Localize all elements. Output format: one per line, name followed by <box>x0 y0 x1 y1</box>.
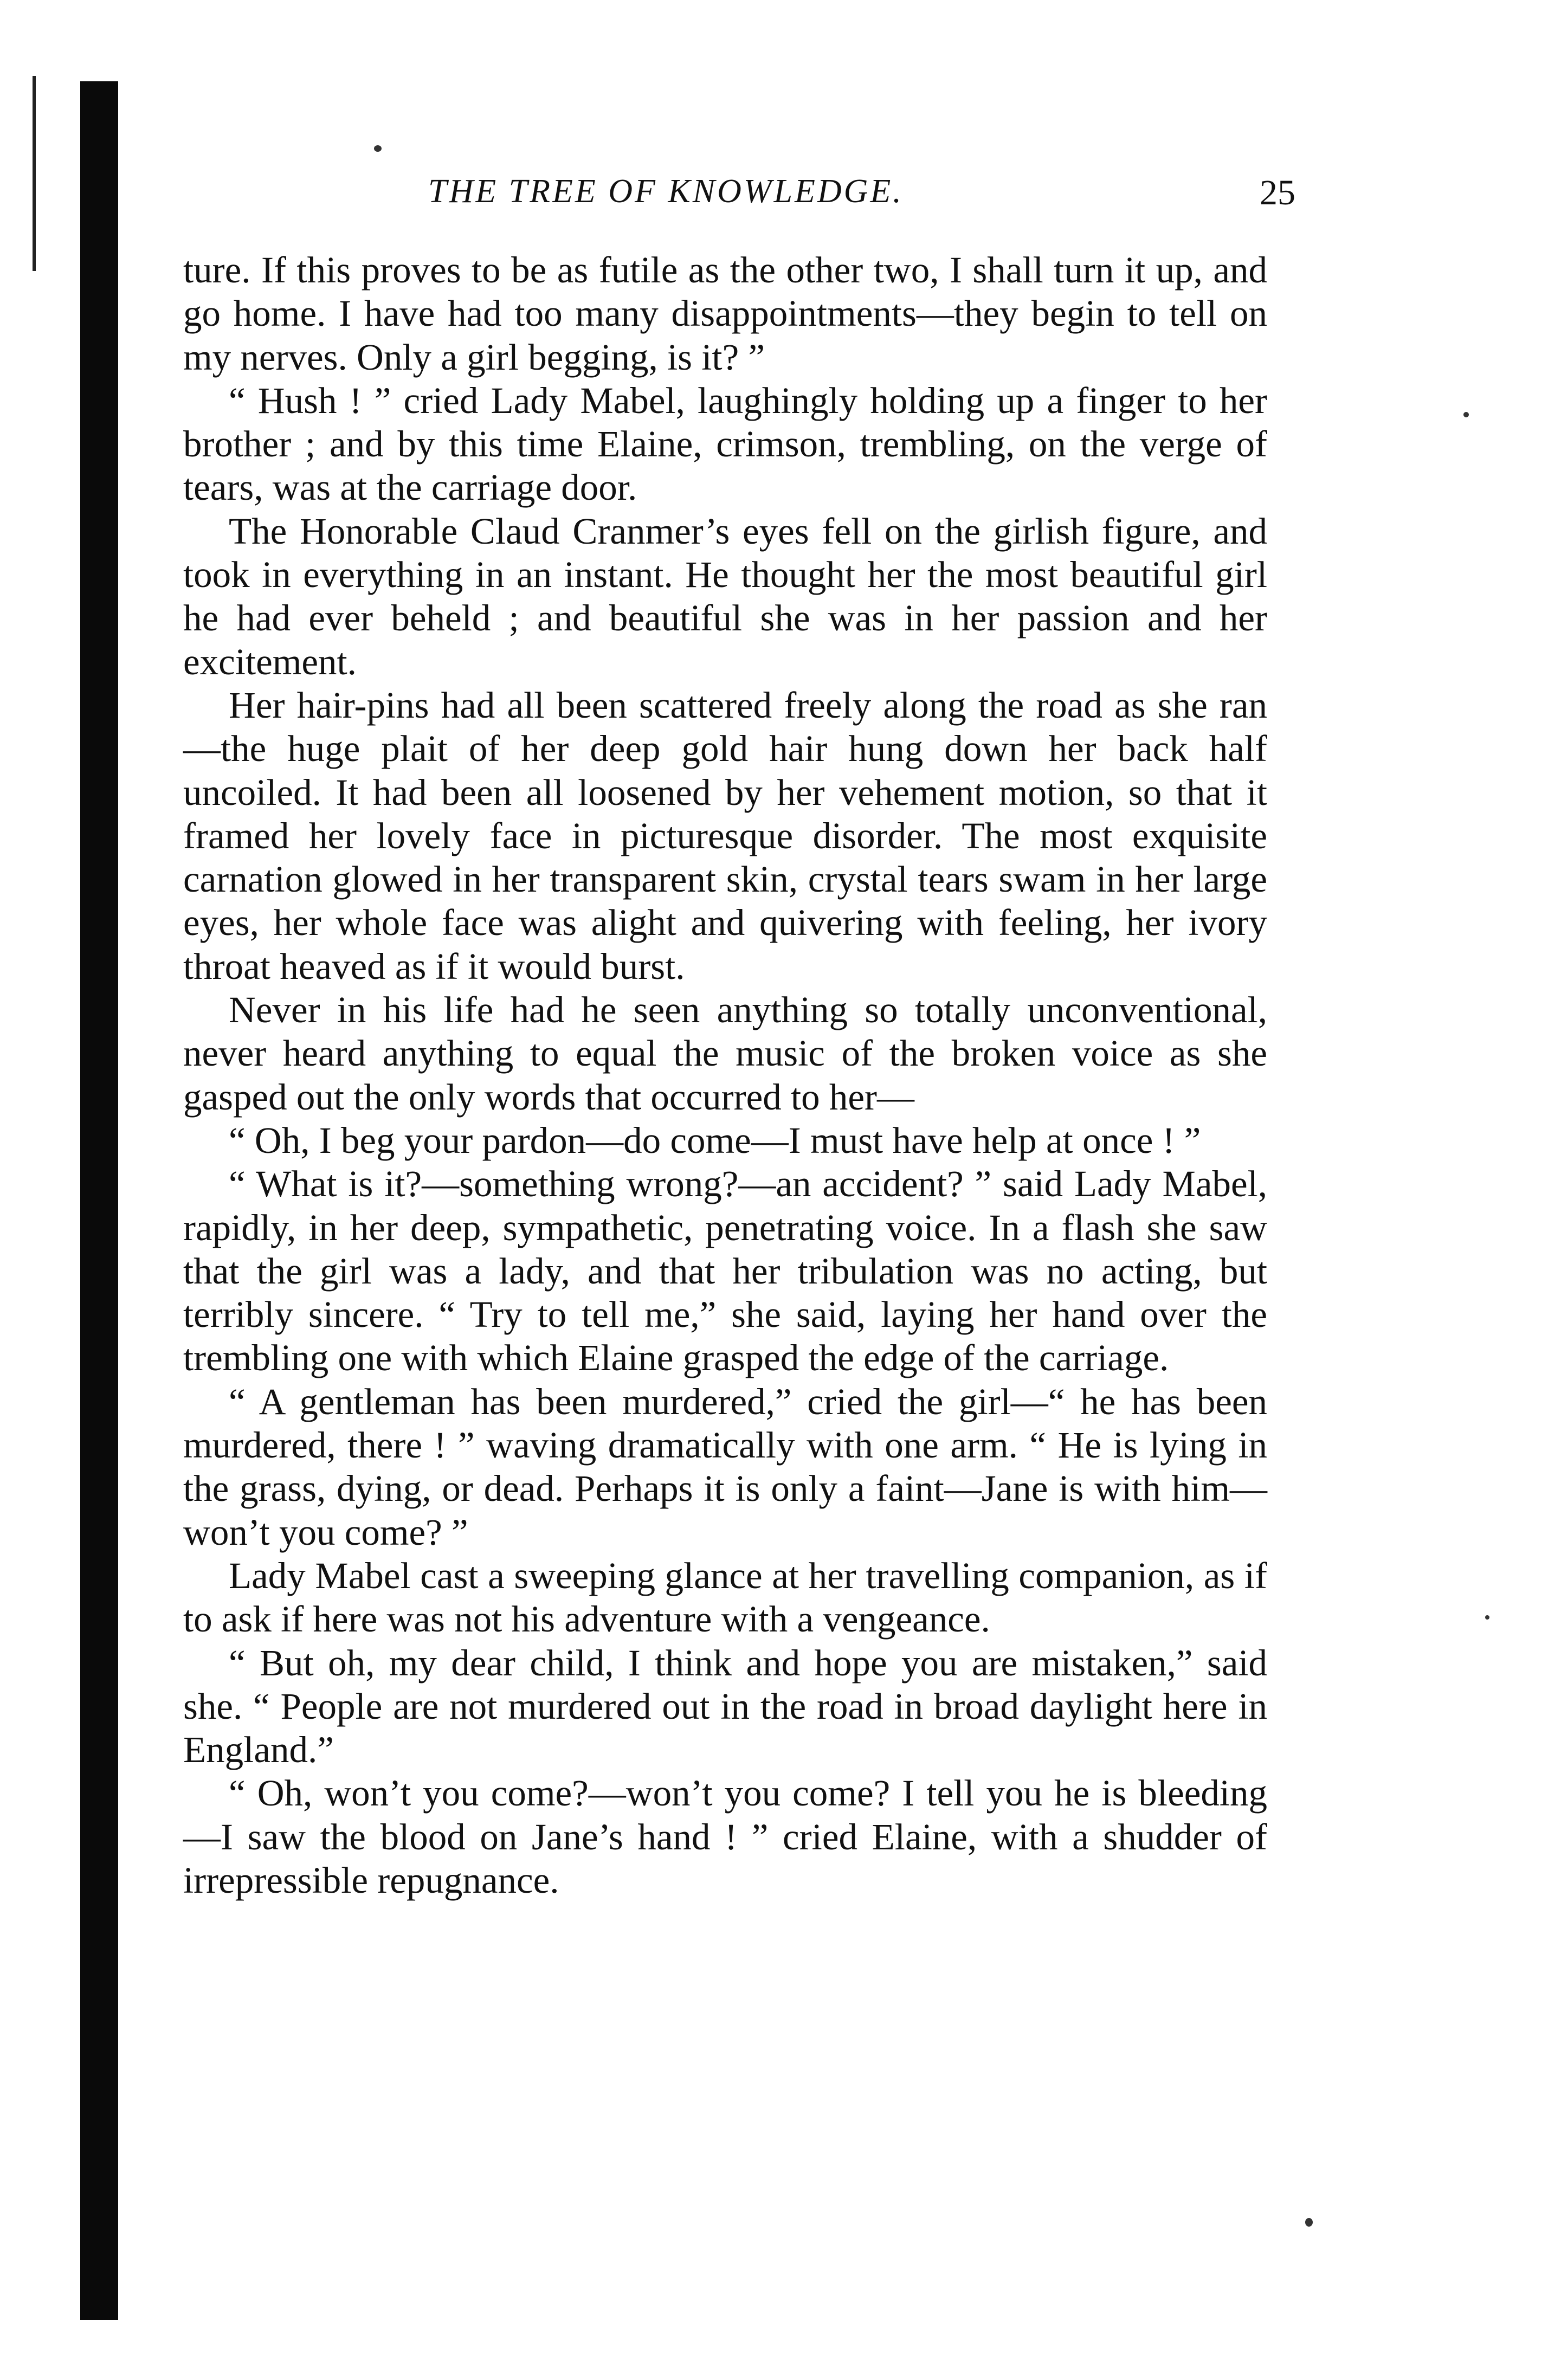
paragraph: Never in his life had he seen anything so totally unconventional, never heard anything to equal the music of the broken voice as she gasped out the only words that occurred to her— <box>183 989 1267 1118</box>
body-text <box>183 248 1267 1902</box>
paragraph: Lady Mabel cast a sweeping glance at her travelling companion, as if to ask if here was not his adventure with a vengeance. <box>183 1555 1267 1640</box>
paragraph: ture. If this proves to be as futile as the other two, I shall turn it up, and go home. I have had too many disappointments—they begin to tell on my nerves. Only a girl begging, is it? ” <box>183 249 1267 378</box>
paragraph: “ Hush ! ” cried Lady Mabel, laughingly holding up a finger to her brother ; and by this time Elaine, crimson, trembling, on the verge of tears, was at the carriage door. <box>183 379 1267 508</box>
running-title: THE TREE OF KNOWLEDGE. <box>428 173 904 210</box>
page-header <box>428 172 1295 221</box>
binding-edge-line <box>33 76 36 271</box>
page-number: 25 <box>1260 173 1295 212</box>
paragraph: The Honorable Claud Cranmer’s eyes fell on the girlish figure, and took in everything in an instant. He thought her the most beautiful girl he had ever beheld ; and beautiful she was in her passion and her excitement. <box>183 510 1267 682</box>
paragraph: “ But oh, my dear child, I think and hope you are mistaken,” said she. “ People are not murdered out in the road in broad daylight here in England.” <box>183 1642 1267 1771</box>
ink-speck <box>374 145 382 152</box>
paragraph: “ Oh, won’t you come?—won’t you come? I tell you he is bleeding—I saw the blood on Jane’s hand ! ” cried Elaine, with a shudder of irrepressible repugnance. <box>183 1772 1267 1901</box>
ink-speck <box>1463 412 1469 417</box>
paragraph: “ What is it?—something wrong?—an accident? ” said Lady Mabel, rapidly, in her deep, sympathetic, penetrating voice. In a flash she saw that the girl was a lady, and that her tribulation was no acting, but terribly sincere. “ Try to tell me,” she said, laying her hand over the trembling one with which Elaine grasped the edge of the carriage. <box>183 1163 1267 1379</box>
binding-shadow <box>80 81 118 2320</box>
paragraph: “ Oh, I beg your pardon—do come—I must have help at once ! ” <box>229 1119 1201 1161</box>
paragraph: “ A gentleman has been murdered,” cried the girl—“ he has been murdered, there ! ” waving dramatically with one arm. “ He is lying in the grass, dying, or dead. Perhaps it is only a faint—Jane is with him—won’t you come? ” <box>183 1381 1267 1553</box>
paragraph: Her hair-pins had all been scattered freely along the road as she ran—the huge plait of her deep gold hair hung down her back half uncoiled. It had been all loosened by her vehement motion, so that it framed her lovely face in picturesque disorder. The most exquisite carnation glowed in her transparent skin, crystal tears swam in her large eyes, her whole face was alight and quivering with feeling, her ivory throat heaved as if it would burst. <box>183 684 1267 987</box>
ink-speck <box>1305 2218 1313 2227</box>
ink-speck <box>1485 1615 1489 1620</box>
